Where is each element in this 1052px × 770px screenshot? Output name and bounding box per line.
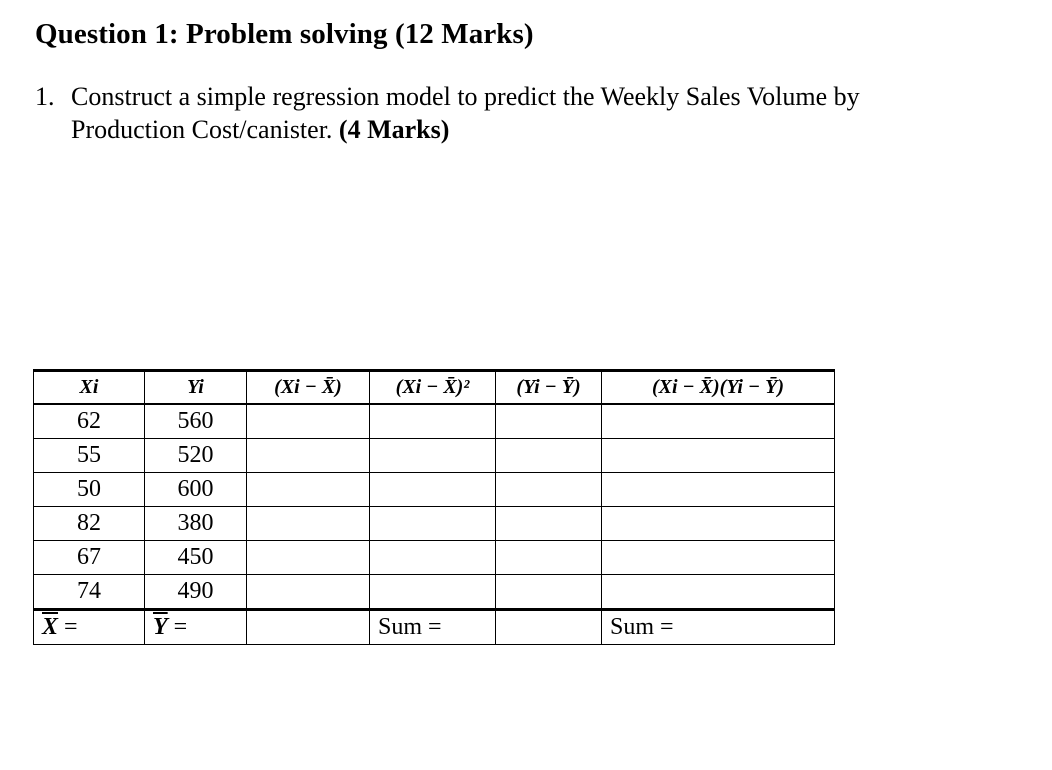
cell-x: 55: [34, 439, 145, 473]
cell-x-deviation-squared[interactable]: [370, 507, 496, 541]
cell-x-deviation-squared[interactable]: [370, 439, 496, 473]
table-row: [34, 575, 835, 610]
cell-y-deviation[interactable]: [496, 541, 602, 575]
question-marks: (4 Marks): [338, 115, 450, 144]
sum-label: Sum =: [610, 614, 674, 640]
cell-x-deviation[interactable]: [247, 541, 370, 575]
y-mean-label: $\overline{Y}$: [153, 614, 168, 640]
cell-x-deviation[interactable]: [247, 507, 370, 541]
cell-x-deviation-squared[interactable]: [370, 575, 496, 610]
table-row: [34, 439, 835, 473]
question-title: Question 1: Problem solving (12 Marks): [35, 18, 534, 50]
x-mean-equals: =: [64, 614, 78, 640]
cell-x: 50: [34, 473, 145, 507]
cell-y-deviation[interactable]: [496, 439, 602, 473]
x-mean-cell[interactable]: [34, 610, 145, 645]
cell-cross-product[interactable]: [602, 473, 835, 507]
cell-y-deviation[interactable]: [496, 404, 602, 439]
sum-row: [34, 610, 835, 645]
sum-cross-product-cell[interactable]: [602, 610, 835, 645]
header-x-deviation: (Xi − X̄): [247, 371, 370, 405]
cell-y: 450: [145, 541, 247, 575]
question-line-1: [35, 80, 860, 113]
header-x-deviation-squared: (Xi − X̄)²: [370, 371, 496, 405]
question-text-line-2: Production Cost/canister.: [71, 115, 333, 144]
question-number: 1.: [35, 82, 55, 111]
header-xi: Xi: [34, 371, 145, 405]
cell-x-deviation[interactable]: [247, 473, 370, 507]
cell-x-deviation[interactable]: [247, 575, 370, 610]
cell-x: 82: [34, 507, 145, 541]
cell-x: 67: [34, 541, 145, 575]
cell-x-deviation-squared[interactable]: [370, 404, 496, 439]
cell-x-deviation[interactable]: [247, 404, 370, 439]
cell-y: 520: [145, 439, 247, 473]
cell-x-deviation[interactable]: [247, 439, 370, 473]
cell-y: 490: [145, 575, 247, 610]
header-cross-product: (Xi − X̄)(Yi − Ȳ): [602, 371, 835, 405]
cell-cross-product[interactable]: [602, 575, 835, 610]
question-text-line-1: Construct a simple regression model to predict the Weekly Sales Volume by: [71, 82, 860, 111]
cell-cross-product[interactable]: [602, 541, 835, 575]
header-yi: Yi: [145, 371, 247, 405]
cell-x-deviation-squared[interactable]: [370, 473, 496, 507]
cell-x: 62: [34, 404, 145, 439]
cell-y-deviation[interactable]: [496, 575, 602, 610]
question-prompt: [35, 80, 860, 146]
header-y-deviation: (Yi − Ȳ): [496, 371, 602, 405]
cell-x-deviation-squared[interactable]: [370, 541, 496, 575]
cell-cross-product[interactable]: [602, 439, 835, 473]
sum-cell-x-deviation[interactable]: [247, 610, 370, 645]
cell-cross-product[interactable]: [602, 507, 835, 541]
cell-y: 380: [145, 507, 247, 541]
cell-y-deviation[interactable]: [496, 473, 602, 507]
table-header-row: [34, 371, 835, 405]
sum-cell-y-deviation[interactable]: [496, 610, 602, 645]
sum-x-deviation-squared-cell[interactable]: [370, 610, 496, 645]
table-row: [34, 541, 835, 575]
sum-label: Sum =: [378, 614, 442, 640]
cell-y: 600: [145, 473, 247, 507]
y-mean-cell[interactable]: [145, 610, 247, 645]
regression-worksheet-table: [33, 369, 835, 645]
table-row: [34, 404, 835, 439]
cell-y: 560: [145, 404, 247, 439]
cell-cross-product[interactable]: [602, 404, 835, 439]
y-mean-equals: =: [173, 614, 188, 640]
table-row: [34, 507, 835, 541]
cell-y-deviation[interactable]: [496, 507, 602, 541]
x-mean-label: $\overline{X}$: [42, 614, 59, 640]
table-row: [34, 473, 835, 507]
question-line-2: [35, 113, 860, 146]
cell-x: 74: [34, 575, 145, 610]
